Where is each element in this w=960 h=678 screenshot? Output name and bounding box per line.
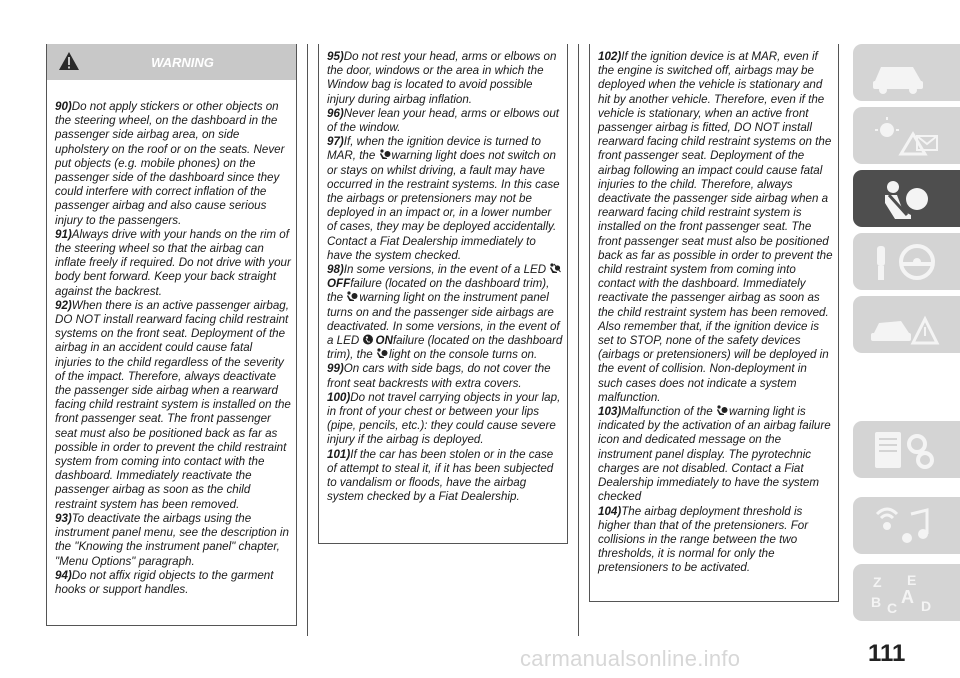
accident-warning-icon bbox=[867, 303, 943, 347]
warning-item-95: 95)Do not rest your head, arms or elbows on the door, windows or the area in which the Window bag is located to avoid possible injury during airbag inflation. bbox=[327, 50, 557, 106]
warning-item-90: 90)Do not apply stickers or other objects on the steering wheel, on the dashboard in the passenger side airbag area, on side upholstery on the roof or on the seats. Never put objects (e.g. mobile phones) on the passenger side of the dashboard since they could interfere with correct inflation of the passenger airbag and also cause serious injury to the passengers. bbox=[55, 100, 285, 227]
warning-column-2 bbox=[318, 44, 568, 544]
passenger-airbag-on-icon bbox=[362, 334, 374, 345]
multimedia-music-icon bbox=[867, 504, 943, 548]
chapter-tab-safety[interactable] bbox=[853, 170, 960, 227]
airbag-seatbelt-icon bbox=[867, 177, 943, 221]
warning-item-101: 101)If the car has been stolen or in the case of attempt to steal it, if it has been subjected to vandalism or floods, have the airbag system checked by a Fiat Dealership. bbox=[327, 447, 554, 504]
svg-text:Z: Z bbox=[873, 574, 882, 590]
warning-item-102: 102)If the ignition device is at MAR, even if the engine is switched off, airbags may be deployed when the vehicle is stationary and hit by another vehicle. Therefore, even if the vehicle is stationary, when an active front passenger airbag is fitted, DO NOT install rearward facing child restraint systems on the front passenger seat. Deployment of the airbag following an impact could cause fatal injuries to the child. Therefore, always deactivate the passenger side airbag when a rearward facing child restraint system is installed on the front passenger seat. The front passenger seat must also be positioned back as far as possible in order to prevent the child restraint system from coming into contact with the dashboard. Immediately reactivate the passenger airbag as soon as the child restraint system has been removed. Also remember that, if the ignition device is set to STOP, none of the safety devices (airbags or pretensioners) will be deployed in the event of collision. Non-deployment in such cases does not indicate a system malfunction. bbox=[598, 50, 833, 404]
chapter-tab-multimedia[interactable] bbox=[853, 497, 960, 554]
watermark: carmanualsonline.info bbox=[520, 646, 741, 671]
airbag-warning-light-icon bbox=[379, 149, 391, 160]
alphabetical-index-icon bbox=[867, 571, 943, 615]
page-number: 111 bbox=[868, 640, 906, 667]
warning-item-99: 99)On cars with side bags, do not cover the front seat backrests with extra covers. bbox=[327, 362, 551, 390]
warning-item-92: 92)When there is an active passenger airbag, DO NOT install rearward facing child restraint systems on the front seat. Deployment of the airbag in an accident could cause fatal injuries to the child regardless of the severity of the impact. Therefore, always deactivate the passenger side airbag when a rearward facing child restraint system is installed on the front passenger seat. The front passenger seat must also be positioned back as far as possible in order to prevent the child restraint system from coming into contact with the dashboard. Immediately reactivate the passenger airbag as soon as the child restraint system has been removed. bbox=[55, 298, 291, 511]
warning-item-97: 97)If, when the ignition device is turned to MAR, the warning light does not switch on or stays on whilst driving, a fault may have occurred in the restraint systems. In this case the airbags or pretensioners may not be deployed in an impact or, in a lower number of cases, they may be deployed accidentally. Contact a Fiat Dealership immediately to have the system checked. bbox=[327, 135, 560, 262]
warning-item-104: 104)The airbag deployment threshold is higher than that of the pretensioners. For collisions in the range between the two thresholds, it is normal for only the pretensioners to be activated. bbox=[598, 504, 809, 575]
chapter-tab-starting-driving[interactable] bbox=[853, 233, 960, 290]
chapter-tab-warning-lights[interactable] bbox=[853, 107, 960, 164]
warning-item-94: 94)Do not affix rigid objects to the garment hooks or support handles. bbox=[55, 568, 274, 596]
warning-lights-icon bbox=[867, 114, 943, 158]
warning-column-1 bbox=[46, 44, 297, 626]
chapter-tab-index[interactable] bbox=[853, 564, 960, 621]
column-separator bbox=[307, 44, 308, 636]
warning-item-96: 96)Never lean your head, arms or elbows out of the window. bbox=[327, 106, 560, 135]
airbag-warning-light-icon bbox=[376, 348, 388, 359]
column-separator bbox=[578, 44, 579, 636]
chapter-tab-dashboard[interactable] bbox=[853, 44, 960, 101]
svg-text:E: E bbox=[907, 572, 917, 588]
svg-text:A: A bbox=[901, 587, 914, 607]
warning-item-103: 103)Malfunction of the warning light is indicated by the activation of an airbag failure icon and dedicated message on the instrument panel display. The pyrotechnic charges are not disabled. Contact a Fiat Dealership immediately to have the system checked bbox=[598, 405, 831, 504]
maintenance-gear-icon bbox=[867, 428, 943, 472]
warning-item-98: 98)In some versions, in the event of a LED OFFfailure (located on the dashboard trim), the warning light on the instrument panel turns on and the passenger side airbags are deactivated. In some versions, in the event of a LED ONfailure (located on the dashboard trim), the light on the console turns on. bbox=[327, 263, 563, 362]
airbag-warning-light-icon bbox=[346, 291, 358, 302]
warning-item-93: 93)To deactivate the airbags using the instrument panel menu, see the description in the "Knowing the instrument panel" chapter, "Menu Options" paragraph. bbox=[55, 511, 289, 568]
warning-item-91: 91)Always drive with your hands on the rim of the steering wheel so that the airbag can inflate freely if required. Do not drive with your body bent forward. Keep your back straight against the backrest. bbox=[55, 227, 291, 298]
chapter-tab-maintenance[interactable] bbox=[853, 421, 960, 478]
key-steering-icon bbox=[867, 240, 943, 284]
warning-column-3 bbox=[589, 44, 839, 602]
svg-text:C: C bbox=[887, 600, 898, 615]
warning-title: WARNING bbox=[151, 55, 214, 70]
car-dashboard-icon bbox=[867, 51, 943, 95]
svg-text:B: B bbox=[871, 594, 882, 610]
chapter-tab-emergency[interactable] bbox=[853, 296, 960, 353]
svg-text:D: D bbox=[921, 598, 932, 614]
airbag-warning-light-icon bbox=[716, 405, 728, 416]
passenger-airbag-off-icon bbox=[549, 263, 561, 274]
warning-item-100: 100)Do not travel carrying objects in your lap, in front of your chest or between your lips (pipe, pencils, etc.): they could cause severe injury if the airbag is deployed. bbox=[327, 390, 561, 447]
